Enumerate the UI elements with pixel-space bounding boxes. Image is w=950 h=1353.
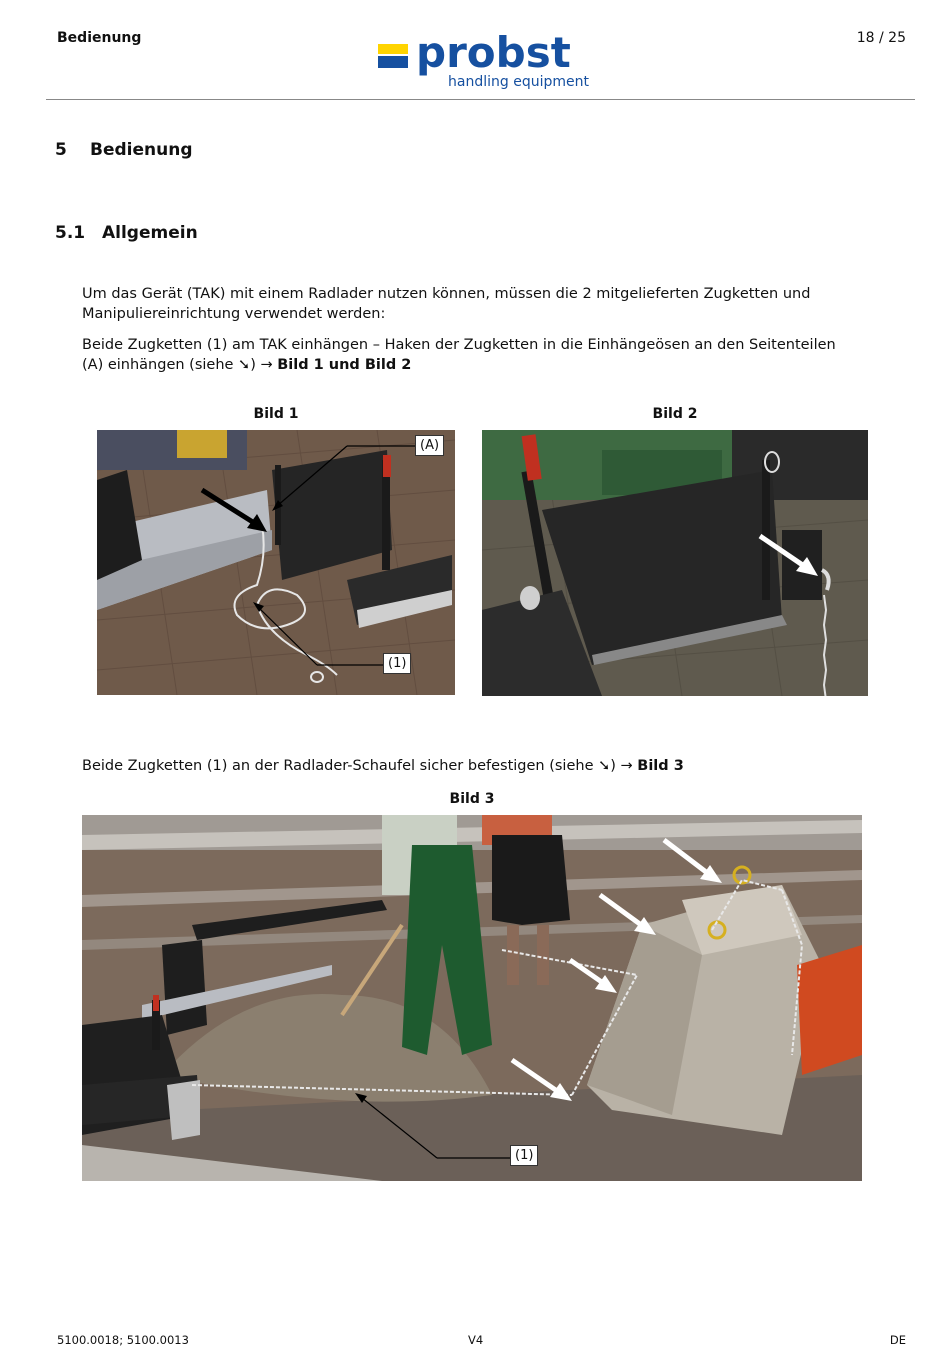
callout-1-bild3: (1) — [510, 1145, 538, 1166]
logo-wordmark: probst — [416, 28, 571, 77]
paragraph-hook-chains — [82, 335, 842, 375]
photo-bild1 — [97, 430, 455, 695]
logo-flag-yellow — [378, 44, 408, 54]
callout-1-bild1: (1) — [383, 653, 411, 674]
logo-tagline: handling equipment — [448, 74, 589, 90]
paragraph-hook-chains-text: Beide Zugketten (1) am TAK einhängen – Haken der Zugketten in die Einhängeösen an den Seitenteilen (A) einhängen (siehe ➘) → — [82, 337, 836, 373]
figure-ref-bild1-2: Bild 1 und Bild 2 — [277, 357, 412, 373]
paragraph-attach-bucket-text: Beide Zugketten (1) an der Radlader-Schaufel sicher befestigen (siehe ➘) → — [82, 758, 638, 774]
section-title: Allgemein — [102, 223, 198, 243]
footer-article-numbers: 5100.0018; 5100.0013 — [57, 1333, 189, 1347]
photo-bild3 — [82, 815, 862, 1181]
header-divider — [46, 99, 915, 100]
caption-bild3: Bild 3 — [449, 791, 495, 807]
callout-a: (A) — [415, 435, 444, 456]
photo-bild2 — [482, 430, 868, 696]
footer-language: DE — [889, 1333, 906, 1347]
section-number: 5.1 — [55, 223, 86, 243]
figure-ref-bild3: Bild 3 — [637, 758, 684, 774]
caption-bild2: Bild 2 — [652, 406, 698, 422]
footer-version: V4 — [468, 1333, 484, 1347]
caption-bild1: Bild 1 — [253, 406, 299, 422]
chapter-number: 5 — [55, 140, 67, 160]
page-number: 18 / 25 — [856, 30, 906, 46]
paragraph-attach-bucket — [82, 756, 842, 776]
header-section-title: Bedienung — [57, 30, 142, 46]
chapter-title: Bedienung — [90, 140, 193, 160]
paragraph-intro: Um das Gerät (TAK) mit einem Radlader nutzen können, müssen die 2 mitgelieferten Zugketten und Manipuliereinrichtung verwendet werden: — [82, 286, 811, 322]
logo-flag-blue — [378, 56, 408, 68]
probst-logo — [378, 28, 592, 94]
